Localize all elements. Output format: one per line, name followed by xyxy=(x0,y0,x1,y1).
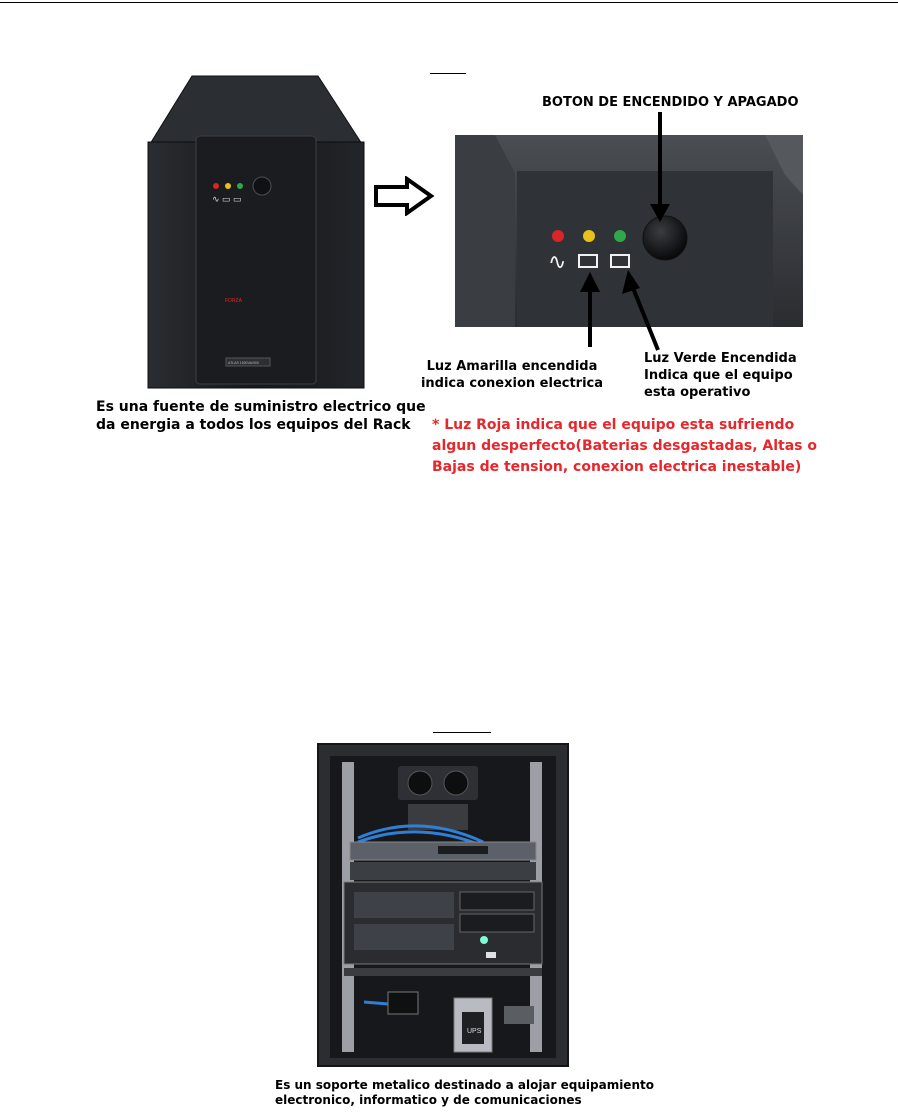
red-light-note: * Luz Roja indica que el equipo esta sufriendo algun desperfecto(Baterias desgastadas, Altas o Bajas de tension, conexion electrica inestable) xyxy=(432,417,817,475)
ups-photo xyxy=(140,74,376,390)
section-heading-underline xyxy=(430,73,466,74)
svg-text:∿: ∿ xyxy=(548,249,567,274)
rack-photo xyxy=(298,742,570,1072)
ups-panel-closeup xyxy=(455,135,803,327)
section-heading-underline xyxy=(433,732,491,733)
page-top-rule xyxy=(0,2,898,3)
ups-brand-logo: FORZA xyxy=(225,298,242,304)
svg-text:∿ ▭ ▭: ∿ ▭ ▭ xyxy=(212,194,242,204)
ups-model-plate: ATLAS 1500VA/900 xyxy=(228,361,259,365)
rack-ups-label: UPS xyxy=(467,1028,482,1035)
green-light-label: Luz Verde Encendida Indica que el equipo esta operativo xyxy=(644,351,797,400)
arrow-right-icon xyxy=(373,176,435,216)
power-button-label: BOTON DE ENCENDIDO Y APAGADO xyxy=(542,95,799,110)
yellow-light-label: Luz Amarilla encendida indica conexion electrica xyxy=(420,359,604,391)
rack-description: Es un soporte metalico destinado a alojar equipamiento electronico, informatico y de comunicaciones xyxy=(275,1078,654,1107)
ups-description: Es una fuente de suministro electrico que da energia a todos los equipos del Rack xyxy=(96,399,426,433)
